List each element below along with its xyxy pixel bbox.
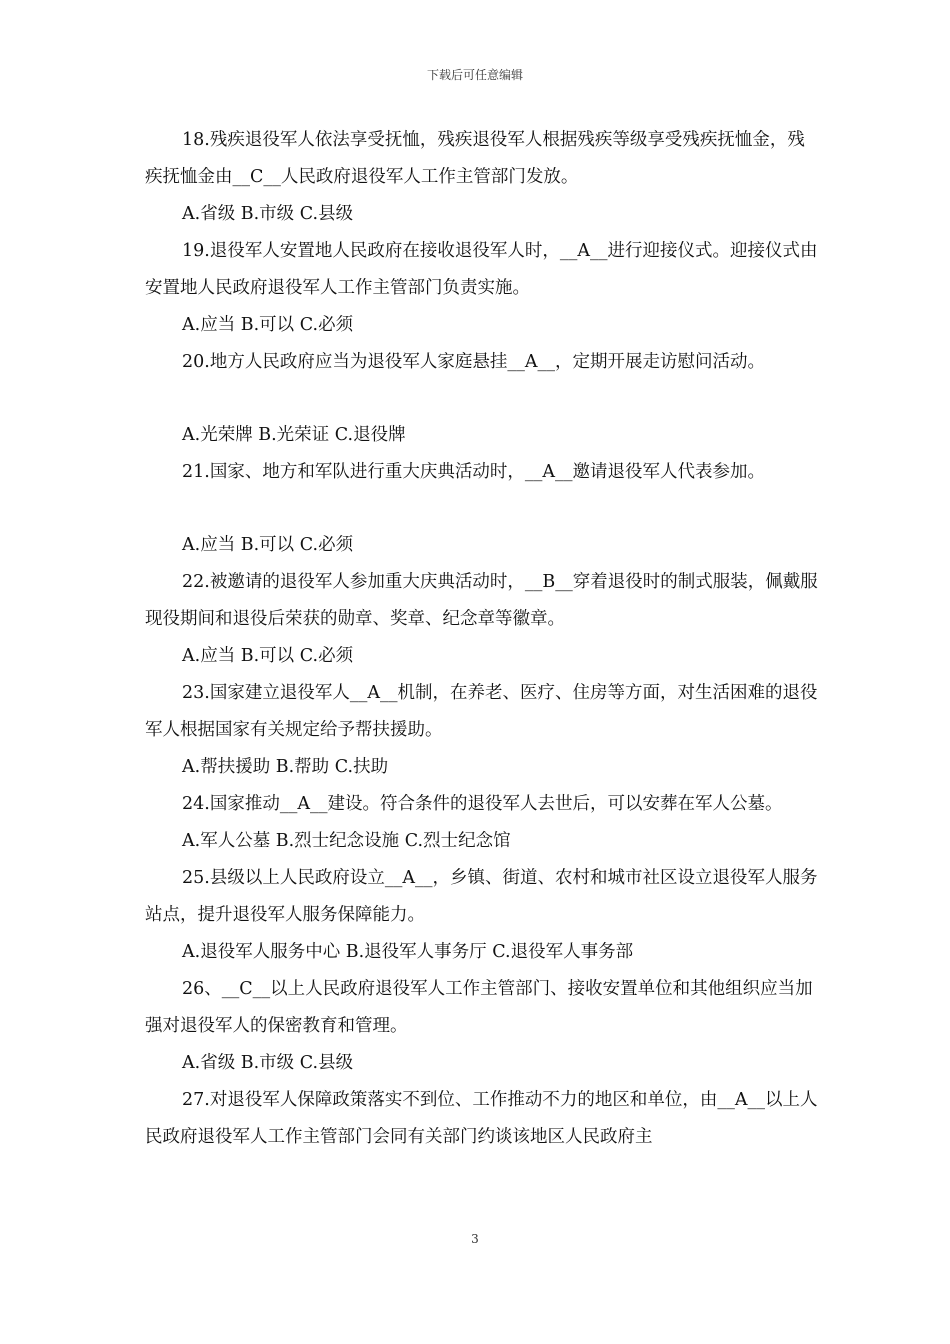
options-24: A.军人公墓 B.烈士纪念设施 C.烈士纪念馆 bbox=[182, 831, 511, 851]
question-22: 22.被邀请的退役军人参加重大庆典活动时，__B__穿着退役时的制式服装，佩戴服现役期间和退役后荣获的勋章、奖章、纪念章等徽章。 bbox=[145, 572, 818, 629]
page-number: 3 bbox=[471, 1232, 479, 1246]
question-27: 27.对退役军人保障政策落实不到位、工作推动不力的地区和单位，由__A__以上人民政府退役军人工作主管部门会同有关部门约谈该地区人民政府主 bbox=[145, 1090, 818, 1147]
options-18: A.省级 B.市级 C.县级 bbox=[182, 204, 354, 224]
options-22: A.应当 B.可以 C.必须 bbox=[182, 646, 354, 666]
question-25: 25.县级以上人民政府设立__A__，乡镇、街道、农村和城市社区设立退役军人服务站点，提升退役军人服务保障能力。 bbox=[145, 868, 818, 925]
options-21: A.应当 B.可以 C.必须 bbox=[182, 535, 354, 555]
options-19: A.应当 B.可以 C.必须 bbox=[182, 315, 354, 335]
question-26: 26、__C__以上人民政府退役军人工作主管部门、接收安置单位和其他组织应当加强对退役军人的保密教育和管理。 bbox=[145, 979, 813, 1036]
options-25: A.退役军人服务中心 B.退役军人事务厅 C.退役军人事务部 bbox=[182, 942, 634, 962]
question-19: 19.退役军人安置地人民政府在接收退役军人时，__A__进行迎接仪式。迎接仪式由安置地人民政府退役军人工作主管部门负责实施。 bbox=[145, 241, 818, 298]
options-23: A.帮扶援助 B.帮助 C.扶助 bbox=[182, 757, 389, 777]
options-20: A.光荣牌 B.光荣证 C.退役牌 bbox=[182, 425, 406, 445]
question-23: 23.国家建立退役军人__A__机制，在养老、医疗、住房等方面，对生活困难的退役军人根据国家有关规定给予帮扶援助。 bbox=[145, 683, 818, 740]
question-20: 20.地方人民政府应当为退役军人家庭悬挂__A__，定期开展走访慰问活动。 bbox=[182, 352, 765, 372]
document-body bbox=[145, 122, 820, 1156]
question-18: 18.残疾退役军人依法享受抚恤，残疾退役军人根据残疾等级享受残疾抚恤金，残疾抚恤金由__C__人民政府退役军人工作主管部门发放。 bbox=[145, 130, 805, 187]
page-header: 下载后可任意编辑 bbox=[426, 68, 523, 82]
question-21: 21.国家、地方和军队进行重大庆典活动时，__A__邀请退役军人代表参加。 bbox=[182, 462, 765, 482]
options-26: A.省级 B.市级 C.县级 bbox=[182, 1053, 354, 1073]
question-24: 24.国家推动__A__建设。符合条件的退役军人去世后，可以安葬在军人公墓。 bbox=[182, 794, 783, 814]
